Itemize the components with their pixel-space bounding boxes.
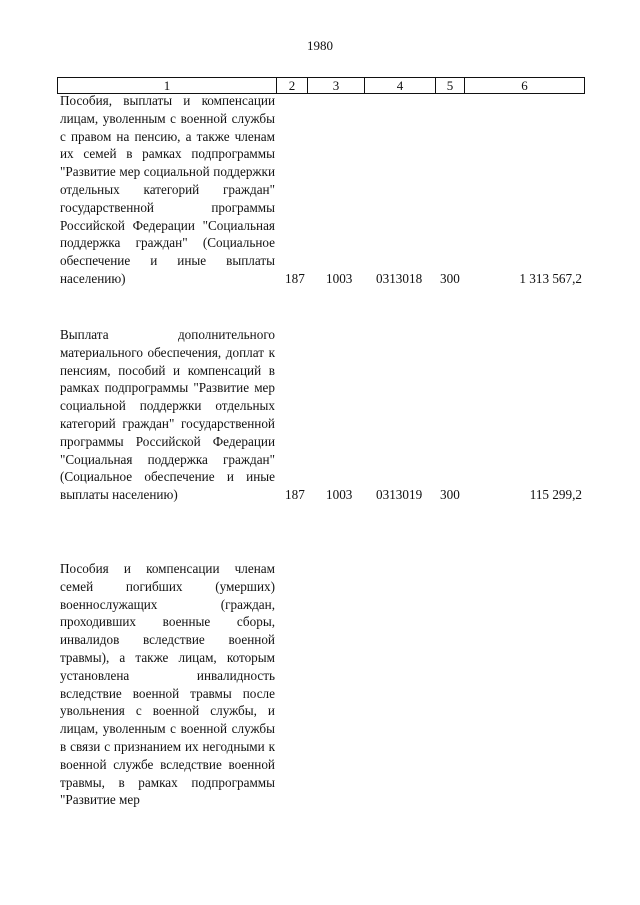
target-code: 0313018 xyxy=(376,271,423,286)
expense-type-code: 300 xyxy=(440,271,460,286)
row-codes xyxy=(60,270,582,288)
column-header-6: 6 xyxy=(521,78,528,93)
target-code: 0313019 xyxy=(376,487,423,502)
column-header-2: 2 xyxy=(277,78,308,93)
table-row xyxy=(60,326,582,504)
amount: 1 313 567,2 xyxy=(519,271,582,286)
ministry-code: 187 xyxy=(285,487,305,502)
table-row xyxy=(60,560,582,809)
row-codes xyxy=(60,486,582,504)
ministry-code: 187 xyxy=(285,271,305,286)
page-number: 1980 xyxy=(307,38,333,53)
row-description: Пособия, выплаты и компенсации лицам, уволенным с военной службы с правом на пенсию, а также членам их семей в рамках подпрограммы "Развитие мер социальной поддержки отдельных категорий граждан" государственной программы Российской Федерации "Социальная поддержка граждан" (Социальное обеспечение и иные выплаты населению) xyxy=(60,93,275,286)
column-header-3: 3 xyxy=(308,78,365,93)
table-row xyxy=(60,92,582,288)
row-description: Пособия и компенсации членам семей погибших (умерших) военнослужащих (граждан, проходивших военные сборы, инвалидов вследствие военной травмы), а также лицам, которым установлена инвалидность вследствие военной травмы после увольнения с военной службы, и лицам, уволенным с военной службы в связи с признанием их негодными к военной службе вследствие военной травмы, в рамках подпрограммы "Развитие мер xyxy=(60,561,275,808)
column-header-1: 1 xyxy=(58,78,277,93)
column-header-5: 5 xyxy=(436,78,465,93)
section-code: 1003 xyxy=(326,271,353,286)
expense-type-code: 300 xyxy=(440,487,460,502)
section-code: 1003 xyxy=(326,487,353,502)
column-header-4: 4 xyxy=(365,78,436,93)
row-description: Выплата дополнительного материального обеспечения, доплат к пенсиям, пособий и компенсаций в рамках подпрограммы "Развитие мер социальной поддержки отдельных категорий граждан" государственной программы Российской Федерации "Социальная поддержка граждан" (Социальное обеспечение и иные выплаты населению) xyxy=(60,327,275,503)
amount: 115 299,2 xyxy=(529,487,582,502)
